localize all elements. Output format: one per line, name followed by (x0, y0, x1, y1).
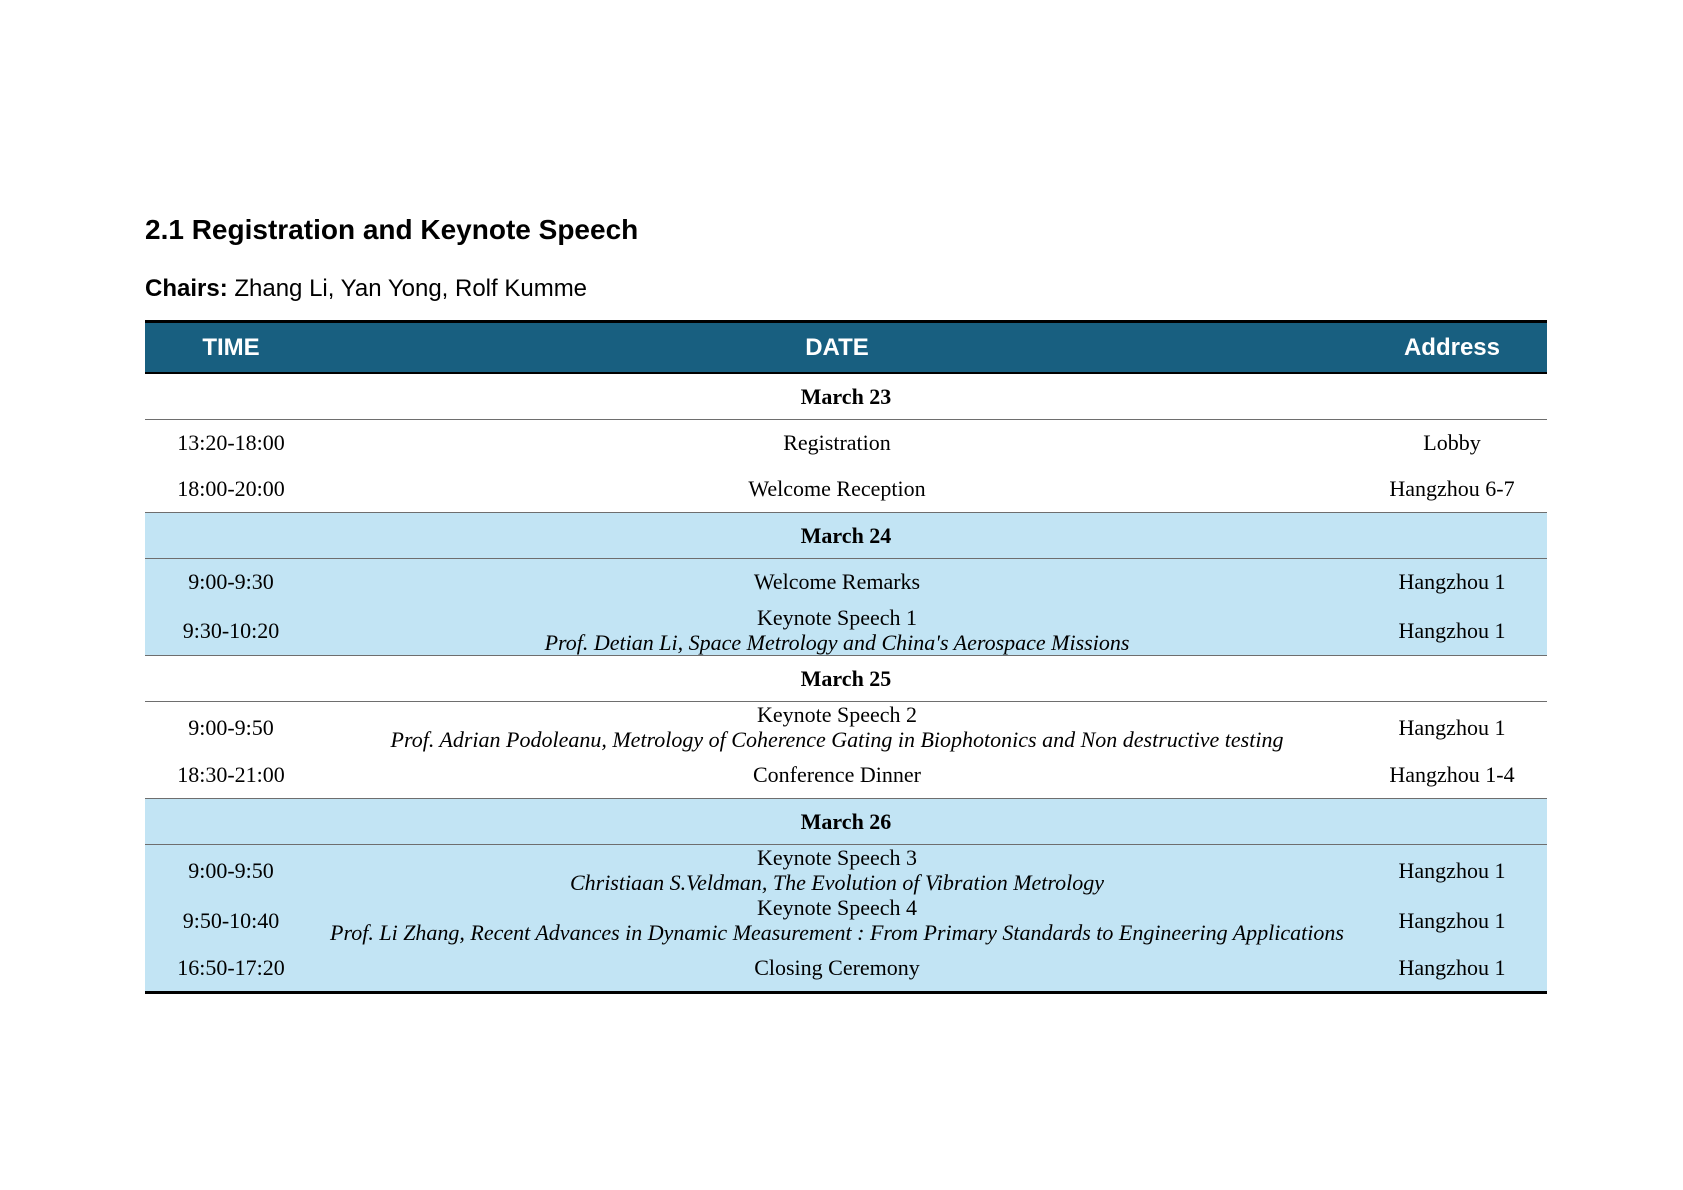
event-address: Hangzhou 1 (1357, 605, 1547, 656)
event-cell (317, 845, 1357, 896)
table-row (145, 420, 1547, 467)
chairs-names: Zhang Li, Yan Yong, Rolf Kumme (227, 275, 588, 302)
event-time: 16:50-17:20 (145, 945, 317, 993)
table-row (145, 559, 1547, 606)
event-speaker: Prof. Li Zhang, Recent Advances in Dynamic Measurement : From Primary Standards to Engineering Applications (330, 920, 1344, 945)
event-time: 9:00-9:30 (145, 559, 317, 606)
event-time: 13:20-18:00 (177, 430, 285, 455)
event-title: Registration (783, 430, 891, 455)
table-row (145, 466, 1547, 513)
event-address: Hangzhou 6-7 (1357, 466, 1547, 513)
event-title: Conference Dinner (317, 752, 1357, 799)
event-time: 9:00-9:50 (145, 845, 317, 896)
event-time: 9:00-9:50 (188, 714, 274, 740)
day-label: March 25 (145, 656, 1547, 702)
day-label: March 23 (145, 373, 1547, 420)
event-address: Hangzhou 1 (1398, 714, 1506, 740)
event-cell (317, 895, 1357, 945)
table-header-row (145, 322, 1547, 374)
event-address: Hangzhou 1 (1357, 945, 1547, 993)
event-title: Keynote Speech 2 (756, 702, 918, 727)
event-title: Keynote Speech 4 (756, 895, 918, 920)
table-row (145, 702, 1547, 753)
table-row (145, 605, 1547, 656)
event-title: Closing Ceremony (317, 945, 1357, 993)
day-row (145, 799, 1547, 845)
event-title: Keynote Speech 1 (756, 605, 918, 630)
event-address: Hangzhou 1-4 (1357, 752, 1547, 799)
table-row (145, 752, 1547, 799)
schedule-table (145, 320, 1547, 994)
event-time: 18:00-20:00 (145, 466, 317, 513)
table-row (145, 895, 1547, 945)
event-time: 18:30-21:00 (145, 752, 317, 799)
event-title: Welcome Reception (317, 466, 1357, 513)
event-address: Hangzhou 1 (1357, 845, 1547, 896)
day-label: March 24 (145, 513, 1547, 559)
chairs-label: Chairs: (145, 275, 228, 302)
day-row (145, 656, 1547, 702)
event-speaker: Prof. Detian Li, Space Metrology and China's Aerospace Missions (544, 630, 1130, 655)
event-title: Welcome Remarks (317, 559, 1357, 606)
event-time: 9:50-10:40 (145, 895, 317, 945)
event-title: Keynote Speech 3 (756, 845, 918, 870)
event-cell (317, 702, 1357, 753)
day-label: March 26 (145, 799, 1547, 845)
table-row (145, 845, 1547, 896)
event-address: Hangzhou 1 (1357, 559, 1547, 606)
table-row (145, 945, 1547, 993)
day-row (145, 373, 1547, 420)
event-address: Lobby (1423, 430, 1481, 455)
event-speaker: Christiaan S.Veldman, The Evolution of Vibration Metrology (569, 870, 1105, 895)
event-speaker: Prof. Adrian Podoleanu, Metrology of Coherence Gating in Biophotonics and Non destructive testing (390, 727, 1284, 752)
header-time: TIME (145, 322, 317, 374)
event-address: Hangzhou 1 (1357, 895, 1547, 945)
event-time: 9:30-10:20 (145, 605, 317, 656)
header-date: DATE (317, 322, 1357, 374)
event-cell (317, 605, 1357, 656)
chairs-line (145, 272, 1547, 306)
section-title: 2.1 Registration and Keynote Speech (145, 214, 639, 245)
day-row (145, 513, 1547, 559)
document-page (145, 210, 1547, 994)
header-address: Address (1357, 322, 1547, 374)
